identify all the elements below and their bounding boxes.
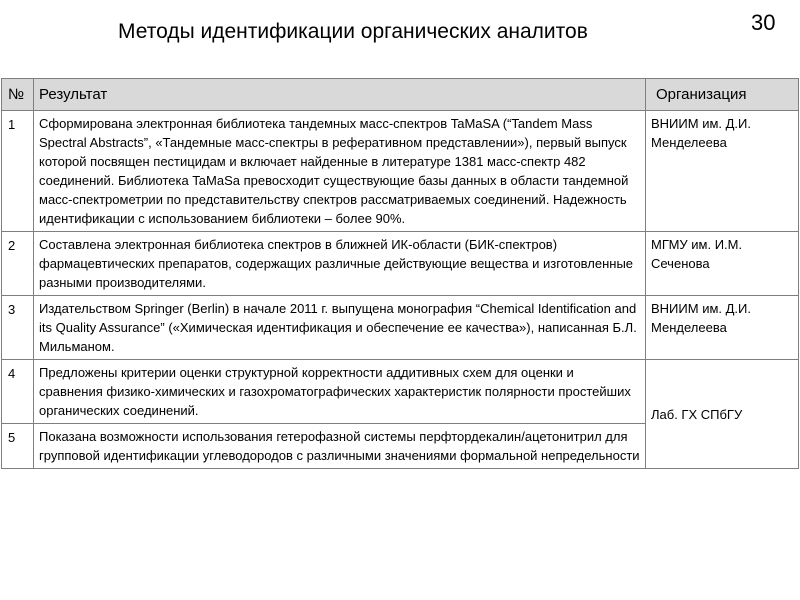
- row-result: Показана возможности использования гетерофазной системы перфтордекалин/ацетонитрил для групповой идентификации углеводородов с различными значениями формальной непредельности: [34, 424, 646, 469]
- row-result: Сформирована электронная библиотека тандемных масс-спектров TaMaSA (“Tandem Mass Spectral Abstracts”, «Тандемные масс-спектры в реферативном представлении»), первый выпуск которой посвящен пестицидам и включает найденные в литературе 1381 масс-спектр 482 соединений. Библиотека TaMaSa превосходит существующие базы данных в области тандемной масс-спектрометрии по представительству спектров рассматриваемых соединений. Надежность идентификации с использованием библиотеки – более 90%.: [34, 111, 646, 232]
- header-number: №: [2, 79, 34, 111]
- page-number: 30: [751, 10, 776, 35]
- slide-title: Методы идентификации органических аналитов: [118, 20, 588, 43]
- row-organization: ВНИИМ им. Д.И. Менделеева: [646, 296, 799, 360]
- row-organization: Лаб. ГХ СПбГУ: [646, 360, 799, 469]
- results-table: [1, 78, 799, 469]
- table-row: [2, 360, 799, 424]
- table-header-row: [2, 79, 799, 111]
- row-organization: МГМУ им. И.М. Сеченова: [646, 232, 799, 296]
- row-number: 2: [2, 232, 34, 296]
- row-number: 1: [2, 111, 34, 232]
- row-number: 3: [2, 296, 34, 360]
- row-result: Составлена электронная библиотека спектров в ближней ИК-области (БИК-спектров) фармацевтических препаратов, содержащих различные действующие вещества и изготовленные разными производителями.: [34, 232, 646, 296]
- table-row: [2, 296, 799, 360]
- row-organization: ВНИИМ им. Д.И. Менделеева: [646, 111, 799, 232]
- table-row: [2, 232, 799, 296]
- header-result: Результат: [34, 79, 646, 111]
- row-result: Предложены критерии оценки структурной корректности аддитивных схем для оценки и сравнения физико-химических и газохроматографических характеристик полярности простейших органических соединений.: [34, 360, 646, 424]
- header-organization: Организация: [646, 79, 799, 111]
- table-row: [2, 111, 799, 232]
- row-result: Издательством Springer (Berlin) в начале 2011 г. выпущена монография “Chemical Identification and its Quality Assurance” («Химическая идентификация и обеспечение ее качества»), написанная Б.Л. Мильманом.: [34, 296, 646, 360]
- row-number: 4: [2, 360, 34, 424]
- row-number: 5: [2, 424, 34, 469]
